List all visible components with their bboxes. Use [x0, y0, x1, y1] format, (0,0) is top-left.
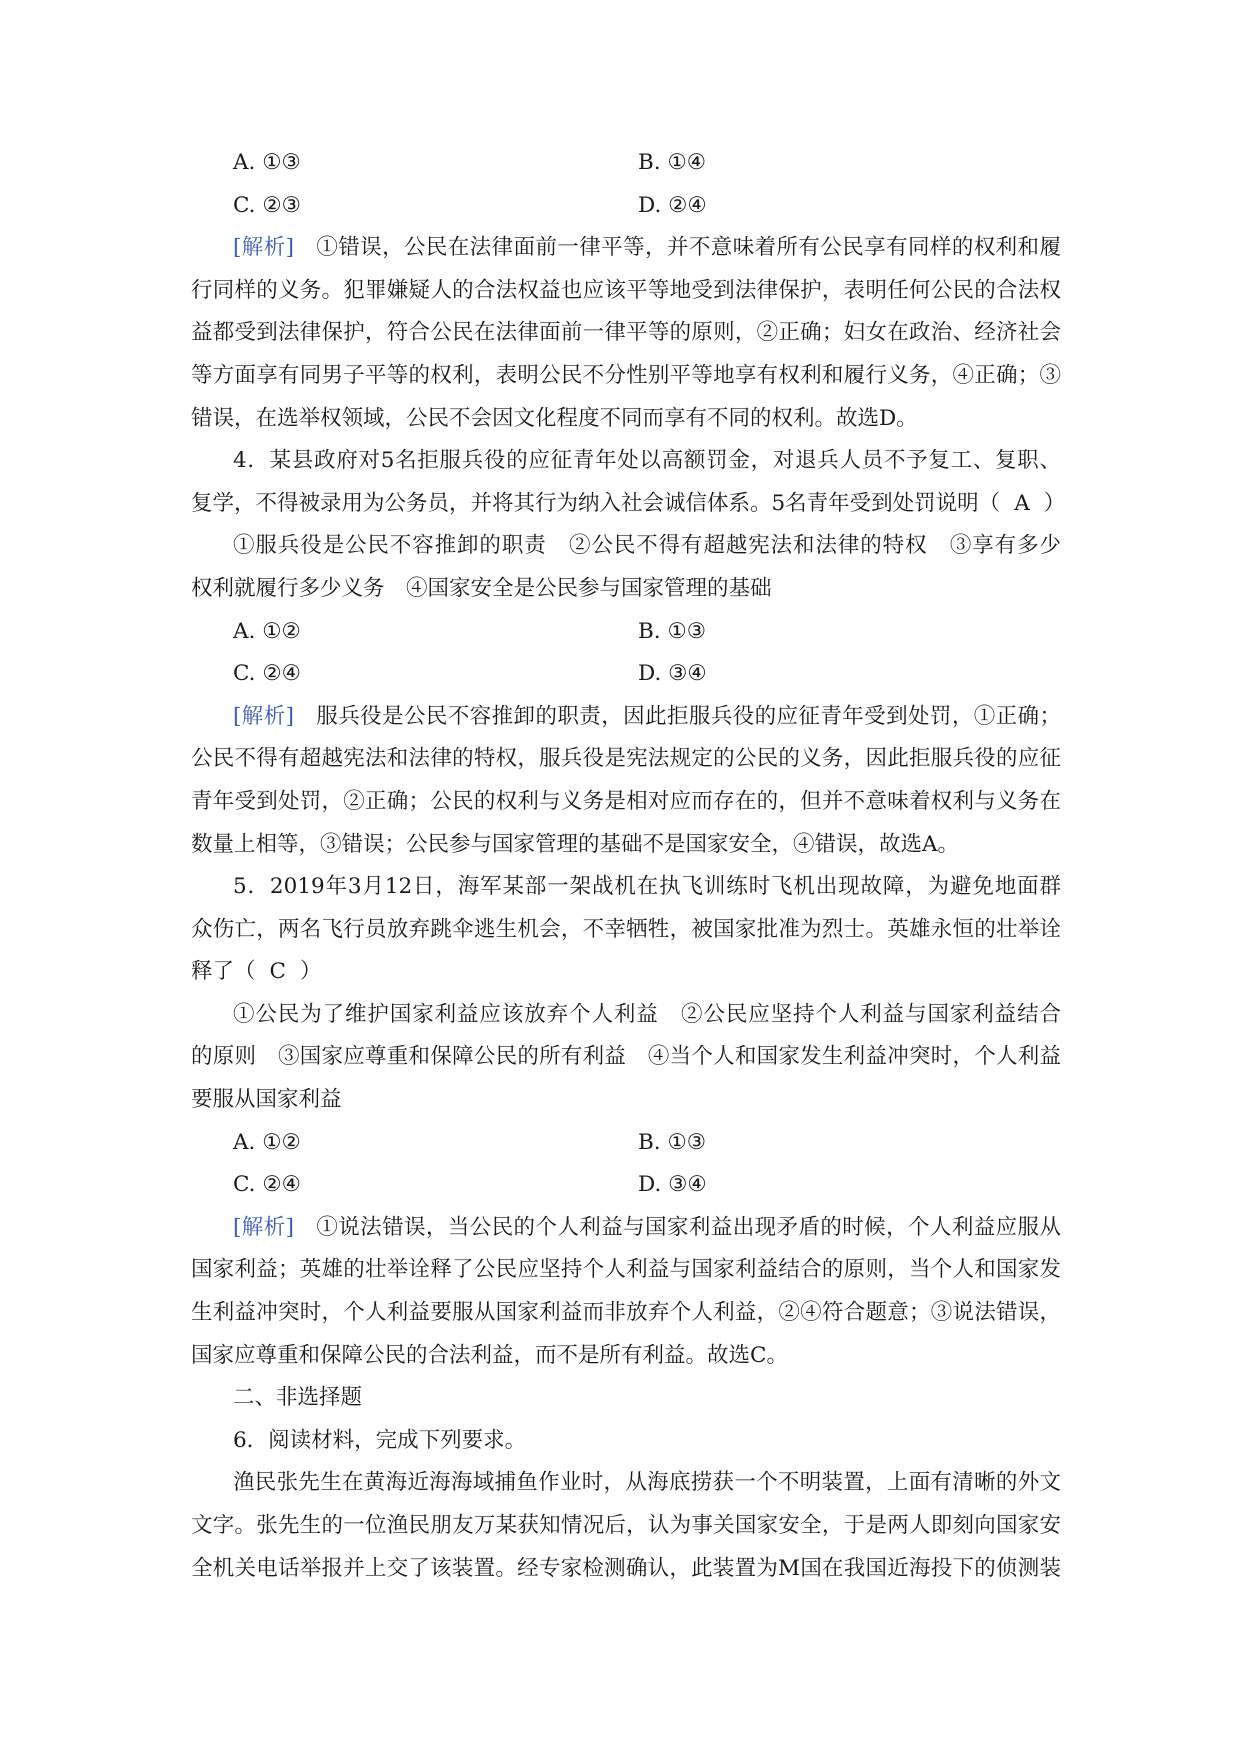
q6-material-line-2: 文字。张先生的一位渔民朋友万某获知情况后，认为事关国家安全，于是两人即刻向国家安	[191, 1513, 1061, 1538]
q5-statement-line-3: 要服从国家利益	[191, 1087, 342, 1113]
q3-option-d: D. ②④	[638, 192, 707, 218]
q5-options-row-2	[191, 1164, 1061, 1207]
q5-analysis-line-1: [解析] ①说法错误，当公民的个人利益与国家利益出现矛盾的时候，个人利益应服从	[233, 1214, 1061, 1240]
q3-options-row-1	[191, 142, 1061, 185]
q5-option-d: D. ③④	[638, 1172, 707, 1198]
q3-option-a: A. ①③	[233, 150, 301, 175]
q5-analysis-line-2: 国家利益；英雄的壮举诠释了公民应坚持个人利益与国家利益结合的原则，当个人和国家发	[191, 1257, 1061, 1283]
q4-options-row-2	[191, 653, 1061, 696]
q4-analysis-line-3: 青年受到处罚，②正确；公民的权利与义务是相对应而存在的，但并不意味着权利与义务在	[191, 788, 1061, 814]
q3-analysis-line-5: 错误，在选举权领域，公民不会因文化程度不同而享有不同的权利。故选D。	[191, 405, 918, 431]
q3-analysis-line-1: [解析] ①错误，公民在法律面前一律平等，并不意味着所有公民享有同样的权利和履	[233, 235, 1061, 261]
q4-statement-line-2: 权利就履行多少义务 ④国家安全是公民参与国家管理的基础	[191, 575, 772, 601]
q5-options-row-1	[191, 1122, 1061, 1165]
q5-option-b: B. ①③	[638, 1129, 707, 1155]
q3-option-b: B. ①④	[638, 150, 707, 175]
q4-option-c: C. ②④	[233, 661, 301, 687]
q5-analysis-line-4: 国家应尊重和保障公民的合法利益，而不是所有利益。故选C。	[191, 1342, 788, 1368]
q5-analysis-line-3: 生利益冲突时，个人利益要服从国家利益而非放弃个人利益，②④符合题意；③说法错误，	[191, 1300, 1061, 1326]
q4-analysis-tag: [解析]	[233, 703, 295, 729]
q4-option-d: D. ③④	[638, 661, 707, 687]
q4-analysis-line-2: 公民不得有超越宪法和法律的特权，服兵役是宪法规定的公民的义务，因此拒服兵役的应征	[191, 746, 1061, 772]
q3-analysis-line-4: 等方面享有同男子平等的权利，表明公民不分性别平等地享有权利和履行义务，④正确；③	[191, 362, 1061, 388]
q5-option-a: A. ①②	[233, 1129, 301, 1155]
q3-options-row-2	[191, 185, 1061, 228]
q5-option-c: C. ②④	[233, 1172, 301, 1198]
q4-stem-line-2: 复学，不得被录用为公务员，并将其行为纳入社会诚信体系。5名青年受到处罚说明（ A ）	[191, 483, 1061, 526]
q3-analysis-line-2: 行同样的义务。犯罪嫌疑人的合法权益也应该平等地受到法律保护，表明任何公民的合法权	[191, 277, 1061, 303]
q5-answer: C	[269, 959, 286, 985]
q3-option-c: C. ②③	[233, 192, 301, 218]
section-heading: 二、非选择题	[233, 1385, 363, 1411]
q5-statement-line-1: ①公民为了维护国家利益应该放弃个人利益 ②公民应坚持个人利益与国家利益结合	[233, 1001, 1061, 1027]
q6-stem: 6．阅读材料，完成下列要求。	[233, 1427, 527, 1453]
q4-options-row-1	[191, 611, 1061, 654]
q4-option-a: A. ①②	[233, 618, 301, 644]
q5-stem-line-1: 5．2019年3月12日，海军某部一架战机在执飞训练时飞机出现故障，为避免地面群	[233, 874, 1061, 900]
q4-stem-line-1: 4．某县政府对5名拒服兵役的应征青年处以高额罚金，对退兵人员不予复工、复职、	[233, 448, 1061, 474]
q4-answer: A	[1014, 490, 1030, 516]
q3-analysis-tag: [解析]	[233, 235, 295, 261]
q6-material-line-3: 全机关电话举报并上交了该装置。经专家检测确认，此装置为M国在我国近海投下的侦测装	[191, 1555, 1061, 1581]
q5-stem-line-2: 众伤亡，两名飞行员放弃跳伞逃生机会，不幸牺牲，被国家批准为烈士。英雄永恒的壮举诠	[191, 916, 1061, 942]
q4-option-b: B. ①③	[638, 618, 707, 644]
q4-analysis-line-4: 数量上相等，③错误；公民参与国家管理的基础不是国家安全，④错误，故选A。	[191, 831, 960, 857]
q6-material-line-1: 渔民张先生在黄海近海海域捕鱼作业时，从海底捞获一个不明装置，上面有清晰的外文	[233, 1470, 1061, 1496]
q5-stem-line-3: 释了（ C ）	[191, 951, 1061, 994]
q4-analysis-line-1: [解析] 服兵役是公民不容推卸的职责，因此拒服兵役的应征青年受到处罚，①正确；	[233, 703, 1061, 729]
q3-analysis-line-3: 益都受到法律保护，符合公民在法律面前一律平等的原则，②正确；妇女在政治、经济社会	[191, 320, 1061, 346]
q4-statement-line-1: ①服兵役是公民不容推卸的职责 ②公民不得有超越宪法和法律的特权 ③享有多少	[233, 533, 1061, 559]
q5-statement-line-2: 的原则 ③国家应尊重和保障公民的所有利益 ④当个人和国家发生利益冲突时，个人利益	[191, 1044, 1061, 1070]
q5-analysis-tag: [解析]	[233, 1214, 295, 1240]
document-page	[191, 142, 1066, 1590]
